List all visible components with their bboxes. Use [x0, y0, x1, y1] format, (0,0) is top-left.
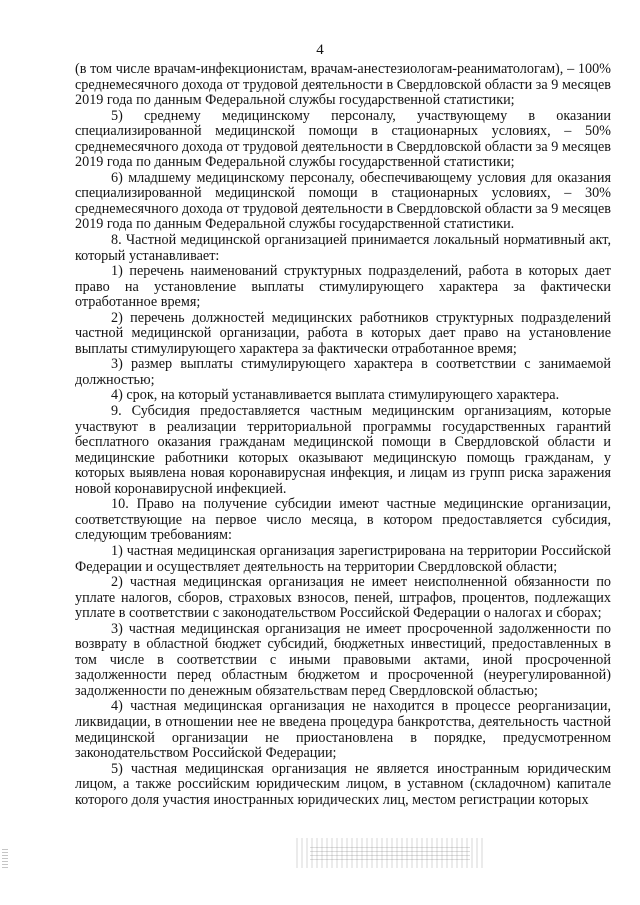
paragraph-section-10-item-2: 2) частная медицинская организация не имеет неисполненной обязанности по уплате налогов, сборов, страховых взносов, пеней, штрафов, процентов, подлежащих уплате в соответствии с законодательством Российской Федерации о налогах и сборах; [75, 574, 611, 622]
paragraph-section-8: 8. Частной медицинской организацией принимается локальный нормативный акт, который устанавливает: [75, 232, 611, 264]
paragraph-continuation: (в том числе врачам-инфекционистам, врачам-анестезиологам-реаниматологам), – 100% среднемесячного дохода от трудовой деятельности в Свердловской области за 9 месяцев 2019 года по данным Федеральной службы государственной статистики; [75, 61, 611, 109]
paragraph-section-10-item-1: 1) частная медицинская организация зарегистрирована на территории Российской Федерации и осуществляет деятельность на территории Свердловской области; [75, 542, 611, 575]
electronic-signature-stamp-lines [310, 846, 470, 860]
paragraph-section-8-item-3: 3) размер выплаты стимулирующего характера в соответствии с занимаемой должностью; [75, 356, 611, 388]
paragraph-section-10-item-3: 3) частная медицинская организация не имеет просроченной задолженности по возврату в областной бюджет субсидий, бюджетных инвестиций, предоставленных в том числе в соответствии с иными правовыми актами, иной просроченной задолженности перед областным бюджетом и просроченной (неурегулированной) задолженности по денежным обязательствам перед Свердловской областью; [75, 620, 611, 699]
page-number: 4 [316, 42, 324, 58]
paragraph-section-8-item-1: 1) перечень наименований структурных подразделений, работа в которых дает право на установление выплаты стимулирующего характера за фактически отработанное время; [75, 263, 611, 311]
paragraph-item-6: 6) младшему медицинскому персоналу, обеспечивающему условия для оказания специализированной медицинской помощи в стационарных условиях, – 30% среднемесячного дохода от трудовой деятельности в Свердловской области за 9 месяцев 2019 года по данным Федеральной службы государственной статистики. [75, 169, 611, 233]
paragraph-section-8-item-2: 2) перечень должностей медицинских работников структурных подразделений частной медицинской организации, работа в которых дает право на установление выплаты стимулирующего характера за фактически отработанное время; [75, 309, 611, 357]
paragraph-section-8-item-4: 4) срок, на который устанавливается выплата стимулирующего характера. [111, 387, 560, 404]
paragraph-section-9: 9. Субсидия предоставляется частным медицинским организациям, которые участвуют в реализации территориальной программы государственных гарантий бесплатного оказания гражданам медицинской помощи в Свердловской области и медицинские работники которых оказывают медицинскую помощь гражданам, у которых выявлена новая коронавирусная инфекция, и лицам из групп риска заражения новой коронавирусной инфекцией. [75, 403, 611, 497]
paragraph-section-10-item-5: 5) частная медицинская организация не является иностранным юридическим лицом, а также российским юридическим лицом, в уставном (складочном) капитале которого доля участия иностранных юридических лиц, местом регистрации которых [75, 760, 611, 808]
paragraph-section-10: 10. Право на получение субсидии имеют частные медицинские организации, соответствующие на первое число месяца, в котором предоставляется субсидия, следующим требованиям: [75, 496, 611, 544]
document-body [75, 61, 611, 808]
paragraph-section-10-item-4: 4) частная медицинская организация не находится в процессе реорганизации, ликвидации, в отношении нее не введена процедура банкротства, деятельность частной медицинской организации не приостановлена в порядке, предусмотренном законодательством Российской Федерации; [75, 698, 611, 762]
scan-margin-mark [2, 848, 8, 868]
paragraph-item-5: 5) среднему медицинскому персоналу, участвующему в оказании специализированной медицинской помощи в стационарных условиях, – 50% среднемесячного дохода от трудовой деятельности в Свердловской области за 9 месяцев 2019 года по данным Федеральной службы государственной статистики; [75, 107, 611, 171]
